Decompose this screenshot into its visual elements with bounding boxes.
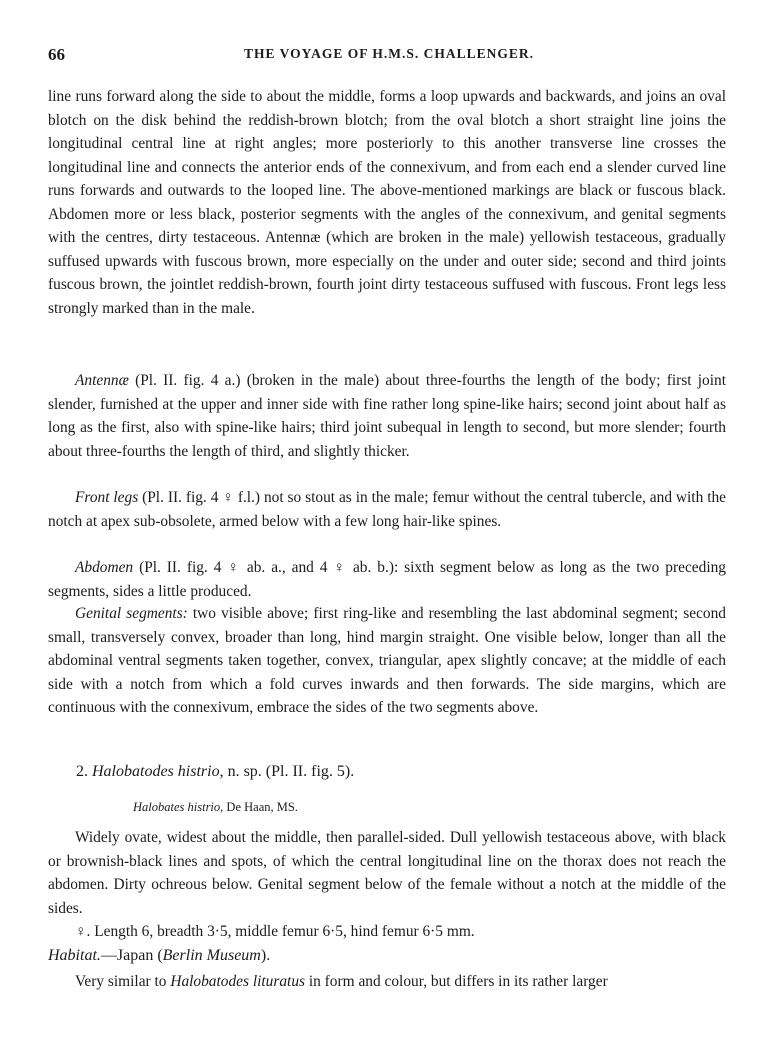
description-continuation-paragraph: line runs forward along the side to about the middle, forms a loop upwards and backwards, and joins an oval blotch on the disk behind the reddish-brown blotch; from the oval blotch a short straight line joins the longitudinal central line at right angles; more posteriorly to this another transverse line crosses the longitudinal line and connects the anterior ends of the connexivum, and from each end a slender curved line runs forwards and outwards to the looped line. The above-mentioned markings are black or fuscous black. Abdomen more or less black, posterior segments with the angles of the connexivum, and genital segments with the centres, dirty testaceous. Antennæ (which are broken in the male) yellowish testaceous, gradually suffused upwards with fuscous brown, more especially on the under and outer side; second and third joints fuscous brown, the jointlet reddish-brown, fourth joint dirty testaceous suffused with fuscous. Front legs less strongly marked than in the male. xyxy=(48,88,726,317)
comparison-species-name: Halobatodes lituratus xyxy=(170,973,306,990)
comparison-lead: Very similar to xyxy=(75,973,171,990)
antennae-paragraph xyxy=(48,369,726,463)
antennae-text: (Pl. II. fig. 4 a.) (broken in the male) about three-fourths the length of the body; first joint slender, furnished at the upper and inner side with fine rather long spine-like hairs; second joint about half as long as the first, also with spine-like hairs; third joint subequal in length to second, but more slender; fourth about three-fourths the length of third, and slightly thicker. xyxy=(48,372,726,460)
page-number: 66 xyxy=(48,45,65,64)
habitat-close: ). xyxy=(260,947,271,964)
front-legs-paragraph xyxy=(48,486,726,533)
antennae-label: Antennæ xyxy=(75,372,129,389)
habitat-line xyxy=(48,947,270,965)
habitat-museum: Berlin Museum xyxy=(162,947,261,964)
genital-segments-label: Genital segments: xyxy=(75,605,188,622)
synonym-line xyxy=(133,800,298,815)
species-heading xyxy=(76,763,354,781)
habitat-label: Habitat. xyxy=(48,947,101,964)
running-title: THE VOYAGE OF H.M.S. CHALLENGER. xyxy=(243,46,535,61)
comparison-rest: in form and colour, but differs in its rather larger xyxy=(305,973,608,990)
species-number: 2. xyxy=(76,763,88,780)
front-legs-label: Front legs xyxy=(75,489,139,506)
genital-segments-text: two visible above; first ring-like and resembling the last abdominal segment; second small, transversely convex, broader than long, hind margin straight. One visible below, longer than all the abdominal ventral segments taken together, convex, triangular, apex slightly concave; at the middle of each side with a notch from which a fold curves inwards and then forwards. The side margins, which are continuous with the connexivum, embrace the sides of the two segments above. xyxy=(48,605,726,716)
page-header xyxy=(48,45,730,69)
synonym-author: , De Haan, MS. xyxy=(220,800,298,814)
species-name: Halobatodes histrio xyxy=(92,763,220,780)
synonym-name: Halobates histrio xyxy=(133,800,221,814)
habitat-dash: —Japan ( xyxy=(100,947,163,964)
measurements-line: ♀. Length 6, breadth 3·5, middle femur 6·5, hind femur 6·5 mm. xyxy=(75,923,475,940)
front-legs-text: (Pl. II. fig. 4 ♀ f.l.) not so stout as in the male; femur without the central tubercle, and with the notch at apex sub-obsolete, armed below with a few long hair-like spines. xyxy=(48,489,726,530)
abdomen-paragraph xyxy=(48,556,726,603)
abdomen-text: (Pl. II. fig. 4 ♀ ab. a., and 4 ♀ ab. b.): sixth segment below as long as the two preceding segments, sides a little produced. xyxy=(48,559,726,600)
species-heading-rest: , n. sp. (Pl. II. fig. 5). xyxy=(219,763,355,780)
comparison-paragraph xyxy=(48,970,726,994)
species-description-paragraph: Widely ovate, widest about the middle, then parallel-sided. Dull yellowish testaceous above, with black or brownish-black lines and spots, of which the central longitudinal line on the thorax does not reach the abdomen. Dirty ochreous below. Genital segment below of the female without a notch at the middle of the sides. xyxy=(48,829,726,917)
abdomen-label: Abdomen xyxy=(75,559,134,576)
genital-segments-paragraph xyxy=(48,602,726,720)
